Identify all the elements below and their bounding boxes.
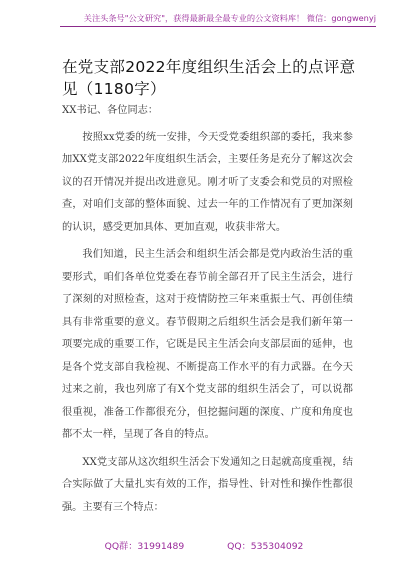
salutation: XX书记、各位同志：	[62, 105, 159, 116]
header-banner: 关注头条号"公文研究"，获得最新最全最专业的公文资料库！ 微信：gongwenyj	[60, 13, 376, 27]
paragraph-3: XX党支部从这次组织生活会下发通知之日起就高度重视，结合实际做了大量扎实有效的工作，指导性、针对性和操作性都很强。主要有三个特点：	[62, 456, 353, 513]
footer-contact	[0, 538, 408, 552]
document-title: 在党支部2022年度组织生活会上的点评意见（1180字）	[62, 58, 356, 98]
footer-qq-group: QQ群：31991489	[104, 541, 185, 552]
footer-qq: QQ：535304092	[227, 541, 304, 552]
paragraph-2: 我们知道，民主生活会和组织生活会都是党内政治生活的重要形式，咱们各单位党委在春节前全部召开了民主生活会，进行了深刻的对照检查，这对于疫情防控三年来重振士气、再创佳绩具有非常重要的意义。春节假期之后组织生活会是我们新年第一项要完成的重要工作，它既是民主生活会向支部层面的延伸，也是各个党支部自我检视、不断提高工作水平的有力武器。在今天过来之前，我也列席了有X个党支部的组织生活会了，可以说都很重视，准备工作都很充分，但挖掘问题的深度、广度和角度也都不太一样，呈现了各自的特点。	[62, 249, 353, 440]
paragraph-1: 按照xx党委的统一安排，今天受党委组织部的委托，我来参加XX党支部2022年度组织生活会，主要任务是充分了解这次会议的召开情况并提出改进意见。刚才听了支委会和党员的对照检查，对咱们支部的整体面貌、过去一年的工作情况有了更加深刻的认识，感受更加具体、更加直观，收获非常大。	[62, 131, 353, 233]
document-body	[62, 100, 353, 524]
